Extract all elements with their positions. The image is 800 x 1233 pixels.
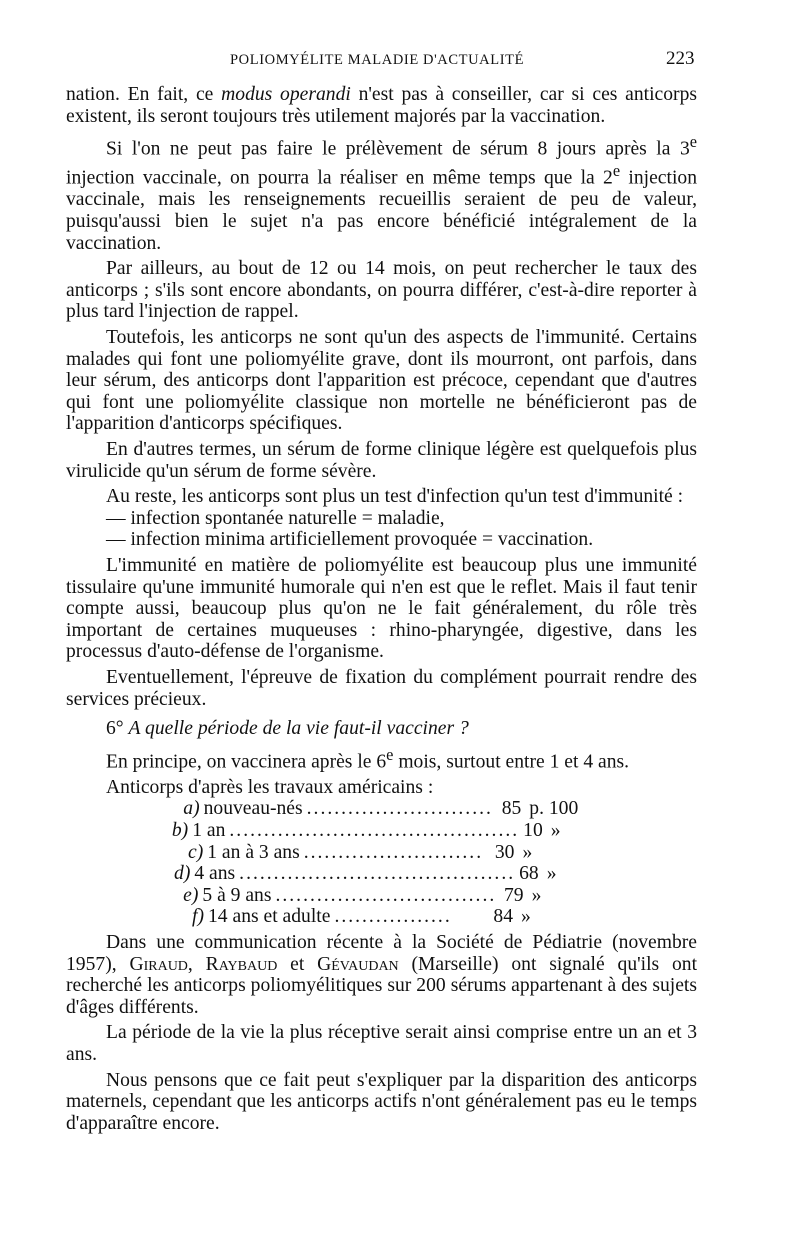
list-item — [170, 906, 585, 928]
paragraph: nation. En fait, ce modus operandi n'est pas à conseiller, car si ces anticorps existent, ils seront toujours très utilement majorés par la vaccination. — [66, 84, 697, 127]
list-unit: » — [546, 863, 557, 885]
list-letter: e) — [183, 884, 199, 906]
italic-term: modus operandi — [221, 84, 351, 105]
page-number: 223 — [666, 48, 695, 69]
leader-dots: ................. — [334, 906, 452, 928]
paragraph: Nous pensons que ce fait peut s'expliquer par la disparition des anticorps maternels, cependant que les anticorps actifs n'ont généralement pas eu le temps d'apparaître encore. — [66, 1069, 697, 1134]
leader-dots: ................................ — [275, 884, 497, 906]
list-item — [170, 863, 585, 885]
paragraph: L'immunité en matière de poliomyélite est beaucoup plus une immunité tissulaire qu'une immunité humorale qui n'en est que le reflet. Mais il faut tenir compte aussi, beaucoup plus qu'on ne le fait généralement, du rôle très important de certaines muqueuses : rhino-pharyngée, digestive, dans les processus d'auto-défense de l'organisme. — [66, 554, 697, 663]
paragraph: En d'autres termes, un sérum de forme clinique légère est quelquefois plus virulicide qu'un sérum de forme sévère. — [66, 438, 697, 482]
author-name: Giraud — [129, 953, 188, 975]
list-item — [170, 820, 585, 842]
list-unit: » — [550, 820, 561, 841]
leader-dots: .......................... — [303, 841, 484, 863]
list-label: 14 ans et adulte — [208, 906, 331, 928]
paragraph: Eventuellement, l'épreuve de fixation du complément pourrait rendre des services précieux. — [66, 666, 697, 710]
list-letter: f) — [192, 906, 204, 928]
section-number: 6° — [106, 718, 124, 740]
list-value: 68 — [519, 863, 539, 885]
leader-dots: .......................................... — [229, 820, 520, 841]
paragraph: Dans une communication récente à la Société de Pédiatrie (novembre 1957), Giraud, Raybaud et Gévaudan (Marseille) ont signalé qu'ils ont recherché les anticorps poliomyélitiques sur 200 sérums appartenant à des sujets d'âges différents. — [66, 931, 698, 1018]
list-unit: » — [531, 884, 542, 906]
leader-dots: ........................... — [306, 798, 493, 820]
list-label: nouveau-nés — [203, 798, 303, 820]
paragraph: Anticorps d'après les travaux américains : — [106, 776, 434, 798]
paragraph: Si l'on ne peut pas faire le prélèvement de sérum 8 jours après la 3e injection vaccinale, on pourra la réaliser en même temps que la 2e injection vaccinale, mais les renseignements recueillis seraient de peu de valeur, puisqu'aussi bien le sujet n'a pas encore bénéficié intégralement de la vaccination. — [66, 132, 697, 254]
list-unit: p. 100 — [529, 798, 579, 820]
list-item — [170, 885, 585, 907]
paragraph: Au reste, les anticorps sont plus un test d'infection qu'un test d'immunité : — [106, 486, 684, 508]
list-value: 10 — [523, 820, 543, 841]
leader-dots: ........................................ — [239, 863, 516, 885]
page-body — [66, 84, 697, 1134]
list-letter: d) — [174, 863, 191, 885]
list-value: 85 — [501, 798, 522, 820]
paragraph: Toutefois, les anticorps ne sont qu'un des aspects de l'immunité. Certains malades qui font une poliomyélite grave, dont ils mourront, ont parfois, dans leur sérum, des anticorps dont l'apparition est précoce, cependant que d'autres qui font une poliomyélite classique non mortelle ne bénéficieront pas de l'apparition d'anticorps spécifiques. — [66, 327, 697, 435]
section-heading — [66, 718, 697, 740]
dash-item: — infection minima artificiellement provoquée = vaccination. — [106, 529, 594, 551]
list-label: 4 ans — [194, 863, 236, 885]
list-letter: a) — [183, 798, 200, 820]
list-letter: b) — [171, 820, 189, 841]
list-letter: c) — [188, 841, 204, 863]
paragraph: Par ailleurs, au bout de 12 ou 14 mois, on peut rechercher le taux des anticorps ; s'ils sont encore abondants, on pourra différer, c'est-à-dire reporter à plus tard l'injection de rappel. — [66, 258, 697, 323]
list-item — [170, 798, 585, 820]
list-value: 30 — [494, 841, 515, 863]
list-label: 5 à 9 ans — [202, 884, 272, 906]
list-value: 84 — [493, 906, 513, 928]
list-value: 79 — [504, 884, 524, 906]
section-title: A quelle période de la vie faut-il vacciner ? — [128, 718, 469, 740]
dash-item: — infection spontanée naturelle = maladie, — [106, 507, 445, 529]
list-label: 1 an — [192, 820, 226, 841]
paragraph: En principe, on vaccinera après le 6e mois, surtout entre 1 et 4 ans. — [106, 744, 630, 773]
list-unit: » — [521, 906, 531, 928]
author-name: Gévaudan — [317, 953, 399, 975]
list-item — [170, 842, 585, 864]
list-label: 1 an à 3 ans — [207, 841, 300, 863]
author-name: Raybaud — [205, 953, 278, 975]
list-unit: » — [522, 841, 533, 863]
running-head: POLIOMYÉLITE MALADIE D'ACTUALITÉ — [230, 52, 525, 68]
antibody-list — [170, 798, 585, 928]
page-header — [0, 48, 800, 72]
paragraph: La période de la vie la plus réceptive serait ainsi comprise entre un an et 3 ans. — [66, 1022, 697, 1065]
